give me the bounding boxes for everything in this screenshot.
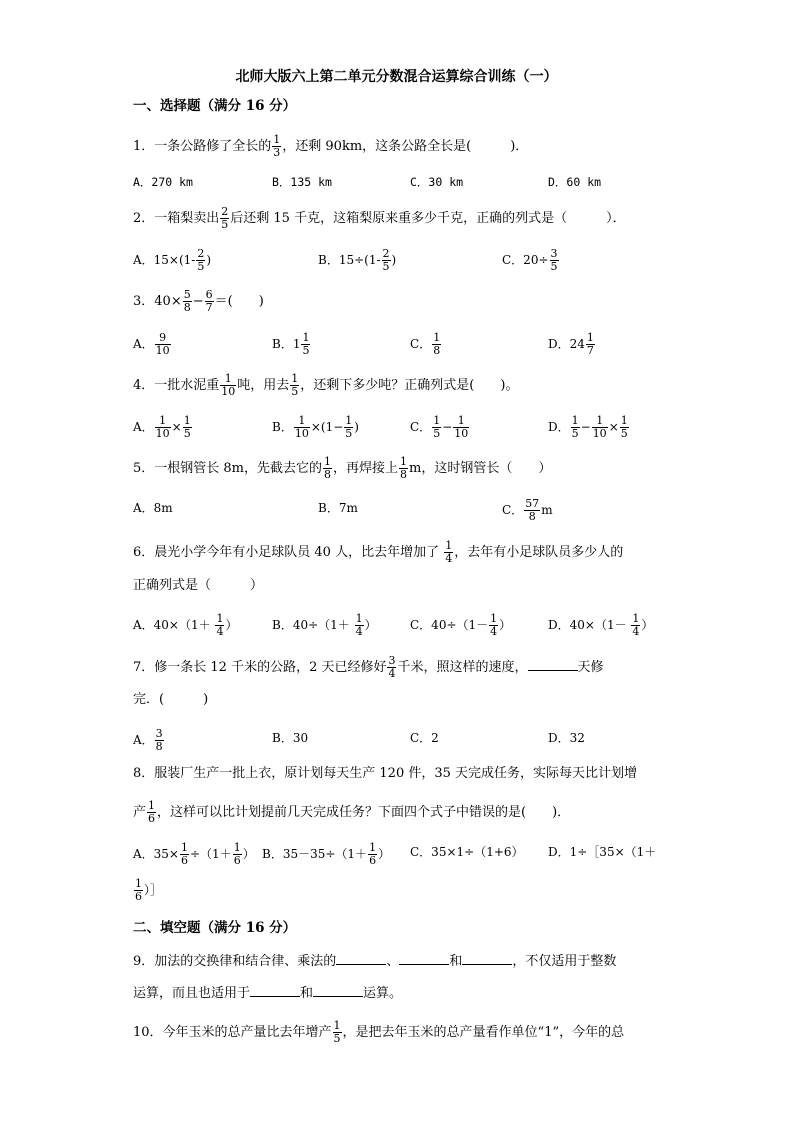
q7-option-a[interactable]: A． $\frac{3}{8}$ (133, 727, 163, 753)
question-9-cont: 运算，而且也适用于 和 运算。 (133, 986, 403, 1001)
fraction: $\frac{1}{7}$ (586, 331, 594, 357)
fraction: $\frac{1}{5}$ (620, 414, 628, 440)
q1-option-a[interactable]: A．270 km (133, 175, 193, 189)
fraction: $\frac{1}{4}$ (216, 612, 224, 638)
question-8-cont: 产 $\frac{1}{6}$ ，这样可以比计划提前几天完成任务？下面四个式子中错误的是( )． (133, 799, 571, 825)
answer-blank[interactable] (528, 658, 578, 671)
fraction: $\frac{1}{4}$ (632, 612, 640, 638)
fraction: $\frac{1}{8}$ (433, 331, 441, 357)
fraction: $\frac{3}{5}$ (550, 247, 558, 273)
section-heading-fill: 二、填空题（满分 16 分） (133, 920, 297, 936)
fraction: $\frac{2}{5}$ (197, 247, 205, 273)
q6-option-a[interactable]: A．40×（1＋ $\frac{1}{4}$ ） (133, 612, 238, 638)
fraction: $\frac{2}{5}$ (382, 247, 390, 273)
q4-option-c[interactable]: C． $\frac{1}{5}$ − $\frac{1}{10}$ (410, 414, 469, 440)
fraction: $\frac{1}{5}$ (302, 331, 310, 357)
q6-option-c[interactable]: C．40÷（1－ $\frac{1}{4}$ ） (410, 612, 512, 638)
q3-option-d[interactable]: D．24 $\frac{1}{7}$ (548, 331, 594, 357)
q5-option-a[interactable]: A．8m (133, 501, 173, 515)
fraction: $\frac{3}{4}$ (388, 654, 396, 680)
q7-option-c[interactable]: C．2 (410, 731, 439, 745)
question-1: 1．一条公路修了全长的 $\frac{1}{3}$ ，还剩 90km，这条公路全长是( )． (133, 133, 529, 159)
fraction: $\frac{1}{4}$ (355, 612, 363, 638)
q1-option-b[interactable]: B．135 km (272, 175, 332, 189)
fraction: $\frac{2}{5}$ (221, 205, 229, 231)
q7-option-d[interactable]: D．32 (548, 731, 585, 745)
fraction: $\frac{1}{10}$ (454, 414, 469, 440)
fraction: $\frac{1}{6}$ (233, 841, 241, 867)
q8-option-b[interactable]: B．35－35÷（1＋ $\frac{1}{6}$ ） (262, 841, 391, 867)
fraction: $\frac{1}{4}$ (445, 539, 453, 565)
answer-blank[interactable] (336, 952, 386, 965)
fraction: $\frac{1}{10}$ (155, 414, 170, 440)
q2-option-c[interactable]: C．20÷ $\frac{3}{5}$ (502, 247, 558, 273)
q8-option-d-cont: $\frac{1}{6}$ ）］ (135, 877, 163, 903)
fraction: $\frac{1}{8}$ (400, 455, 408, 481)
fraction: $\frac{5}{8}$ (183, 288, 191, 314)
question-5: 5．一根钢管长 8m，先截去它的 $\frac{1}{8}$ ，再焊接上 $\frac{1}{8}$ m，这时钢管长（ ） (133, 455, 552, 481)
answer-blank[interactable] (399, 952, 449, 965)
section-heading-choice: 一、选择题（满分 16 分） (133, 98, 297, 114)
q3-option-a[interactable]: A． $\frac{9}{10}$ (133, 331, 170, 357)
question-9: 9．加法的交换律和结合律、乘法的 、 和 ，不仅适用于整数 (133, 954, 617, 969)
question-3: 3．40× $\frac{5}{8}$ − $\frac{6}{7}$ ＝( ) (133, 288, 264, 314)
q6-option-d[interactable]: D．40×（1－ $\frac{1}{4}$ ） (548, 612, 654, 638)
fraction: $\frac{1}{6}$ (148, 799, 156, 825)
page-title: 北师大版六上第二单元分数混合运算综合训练（一） (235, 69, 558, 85)
q3-option-b[interactable]: B．1 $\frac{1}{5}$ (272, 331, 310, 357)
q4-option-d[interactable]: D． $\frac{1}{5}$ − $\frac{1}{10}$ × $\frac{1}{5}$ (548, 414, 628, 440)
q6-option-b[interactable]: B．40÷（1＋ $\frac{1}{4}$ ） (272, 612, 377, 638)
fraction: $\frac{6}{7}$ (205, 288, 213, 314)
question-10: 10．今年玉米的总产量比去年增产 $\frac{1}{5}$ ，是把去年玉米的总产量看作单位“1”，今年的总 (133, 1019, 625, 1045)
answer-blank[interactable] (250, 984, 300, 997)
fraction: $\frac{9}{10}$ (155, 331, 170, 357)
q8-option-d[interactable]: D．1÷［35×（1＋ (548, 845, 657, 859)
fraction: $\frac{1}{5}$ (333, 1019, 341, 1045)
q4-option-b[interactable]: B． $\frac{1}{10}$ ×(1− $\frac{1}{5}$ ) (272, 414, 359, 440)
q5-option-c[interactable]: C． $\frac{57}{8}$ m (502, 497, 553, 523)
fraction: $\frac{1}{6}$ (181, 841, 188, 867)
question-2: 2．一箱梨卖出 $\frac{2}{5}$ 后还剩 15 千克，这箱梨原来重多少千克，正确的列式是（ ）． (133, 205, 626, 231)
fraction: $\frac{1}{10}$ (592, 414, 607, 440)
q2-option-a[interactable]: A．15×(1- $\frac{2}{5}$ ) (133, 247, 212, 273)
question-7: 7．修一条长 12 千米的公路，2 天已经修好 $\frac{3}{4}$ 千米，照这样的速度， 天修 (133, 654, 604, 680)
fraction: $\frac{1}{5}$ (433, 414, 441, 440)
q3-option-c[interactable]: C． $\frac{1}{8}$ (410, 331, 441, 357)
fraction: $\frac{1}{5}$ (571, 414, 579, 440)
question-8: 8．服装厂生产一批上衣，原计划每天生产 120 件，35 天完成任务，实际每天比计划增 (133, 766, 638, 781)
answer-blank[interactable] (313, 984, 363, 997)
fraction: $\frac{1}{6}$ (135, 877, 142, 903)
fraction: $\frac{1}{5}$ (291, 372, 299, 398)
question-6-cont: 正确列式是（ ） (133, 578, 264, 593)
q4-option-a[interactable]: A． $\frac{1}{10}$ × $\frac{1}{5}$ (133, 414, 191, 440)
question-4: 4．一批水泥重 $\frac{1}{10}$ 吨，用去 $\frac{1}{5}$ ，还剩下多少吨？正确列式是( )。 (133, 372, 519, 398)
question-6: 6．晨光小学今年有小足球队员 40 人，比去年增加了 $\frac{1}{4}$ ，去年有小足球队员多少人的 (133, 539, 624, 565)
question-7-cont: 完．( ) (133, 692, 209, 707)
fraction: $\frac{1}{3}$ (273, 133, 281, 159)
q1-option-d[interactable]: D．60 km (548, 175, 602, 189)
answer-blank[interactable] (462, 952, 512, 965)
fraction: $\frac{1}{8}$ (324, 455, 332, 481)
q5-option-b[interactable]: B．7m (318, 501, 358, 515)
fraction: $\frac{1}{5}$ (183, 414, 191, 440)
fraction: $\frac{1}{4}$ (490, 612, 498, 638)
fraction: $\frac{1}{10}$ (294, 414, 309, 440)
fraction: $\frac{3}{8}$ (155, 727, 163, 753)
fraction: $\frac{1}{10}$ (221, 372, 236, 398)
q2-option-b[interactable]: B．15÷(1- $\frac{2}{5}$ ) (318, 247, 397, 273)
q8-option-a[interactable]: A．35× $\frac{1}{6}$ ÷（1＋ $\frac{1}{6}$ ） (133, 841, 255, 867)
q8-option-c[interactable]: C．35×1÷（1+6） (410, 845, 524, 859)
fraction: $\frac{1}{6}$ (369, 841, 377, 867)
q1-option-c[interactable]: C．30 km (410, 175, 464, 189)
fraction: $\frac{1}{5}$ (345, 414, 353, 440)
fraction: $\frac{57}{8}$ (525, 497, 540, 523)
q7-option-b[interactable]: B．30 (272, 731, 309, 745)
